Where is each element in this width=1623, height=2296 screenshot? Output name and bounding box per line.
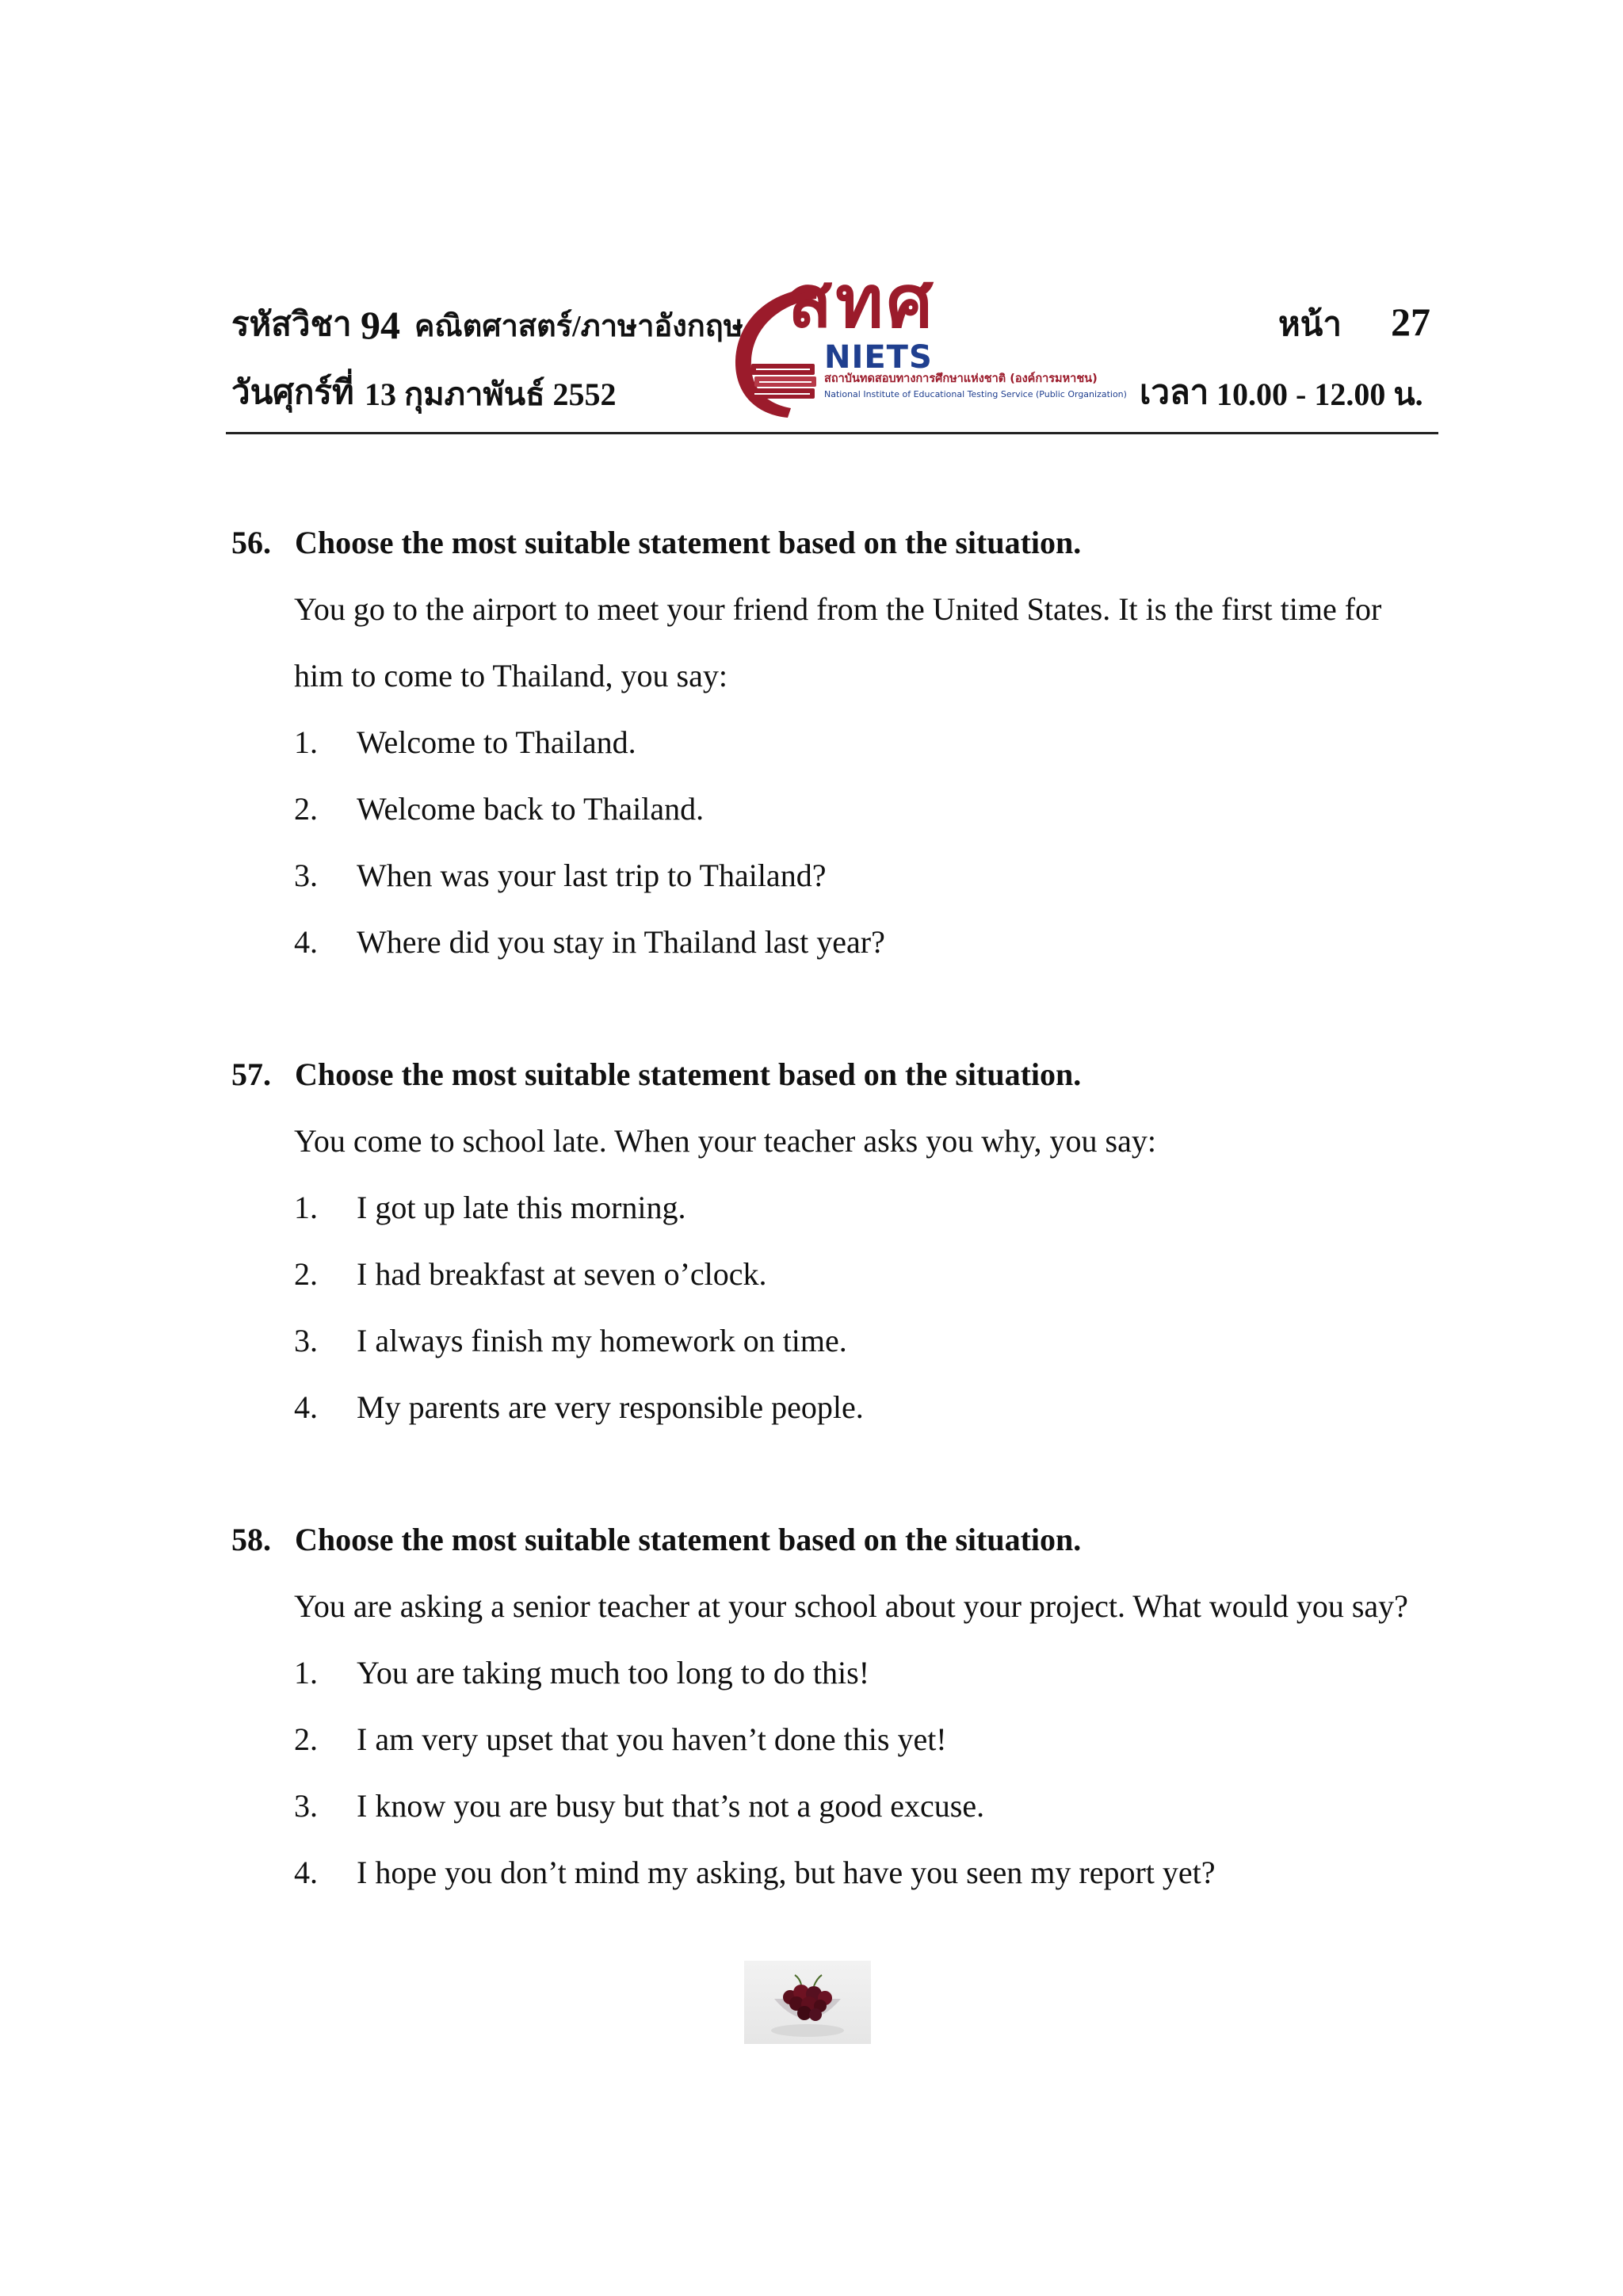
answer-option: 4. Where did you stay in Thailand last year? xyxy=(294,924,885,960)
answer-option: 2. Welcome back to Thailand. xyxy=(294,791,705,827)
answer-option: 1. You are taking much too long to do this! xyxy=(294,1655,870,1690)
answer-option: 2. I am very upset that you haven’t done this yet! xyxy=(294,1721,947,1757)
answer-option: 1. I got up late this morning. xyxy=(294,1190,686,1225)
answer-option: 1. Welcome to Thailand. xyxy=(294,724,636,760)
question-situation-line: him to come to Thailand, you say: xyxy=(294,658,727,693)
question-heading: 56. Choose the most suitable statement based on the situation. xyxy=(231,525,1082,560)
logo-thai-fullname: สถาบันทดสอบทางการศึกษาแห่งชาติ (องค์การมหาชน) xyxy=(824,372,1098,385)
question-heading: 58. Choose the most suitable statement based on the situation. xyxy=(231,1522,1082,1557)
subject-number: 94 xyxy=(361,303,400,347)
time-label: เวลา xyxy=(1140,375,1209,411)
logo-acronym: NIETS xyxy=(824,339,933,376)
logo-thai-name: สทศ xyxy=(788,259,937,344)
niets-logo xyxy=(723,259,1135,420)
subject-code-label: รหัสวิชา xyxy=(231,307,352,343)
answer-option: 3. When was your last trip to Thailand? xyxy=(294,858,827,893)
logo-english-fullname: National Institute of Educational Testing Service (Public Organization) xyxy=(824,389,1127,399)
answer-option: 2. I had breakfast at seven o’clock. xyxy=(294,1256,767,1292)
time-value: 10.00 - 12.00 น. xyxy=(1216,376,1423,412)
answer-option: 3. I always finish my homework on time. xyxy=(294,1323,847,1358)
answer-option: 4. My parents are very responsible people. xyxy=(294,1389,864,1425)
answer-option: 4. I hope you don’t mind my asking, but have you seen my report yet? xyxy=(294,1855,1216,1890)
cherry-bowl-photo xyxy=(744,1961,871,2044)
subject-name: คณิตศาสตร์/ภาษาอังกฤษ xyxy=(414,310,743,343)
date-label: วันศุกร์ที่ xyxy=(231,375,354,411)
question-situation-line: You come to school late. When your teacher asks you why, you say: xyxy=(294,1123,1156,1159)
header-divider xyxy=(226,432,1438,434)
page-label: หน้า xyxy=(1278,307,1342,343)
page-number: 27 xyxy=(1391,300,1430,344)
question-heading: 57. Choose the most suitable statement based on the situation. xyxy=(231,1056,1082,1092)
question-situation-line: You go to the airport to meet your friend from the United States. It is the first time for xyxy=(294,591,1382,627)
answer-option: 3. I know you are busy but that’s not a good excuse. xyxy=(294,1788,985,1824)
question-situation-line: You are asking a senior teacher at your school about your project. What would you say? xyxy=(294,1588,1408,1624)
date-value: 13 กุมภาพันธ์ 2552 xyxy=(365,376,617,412)
